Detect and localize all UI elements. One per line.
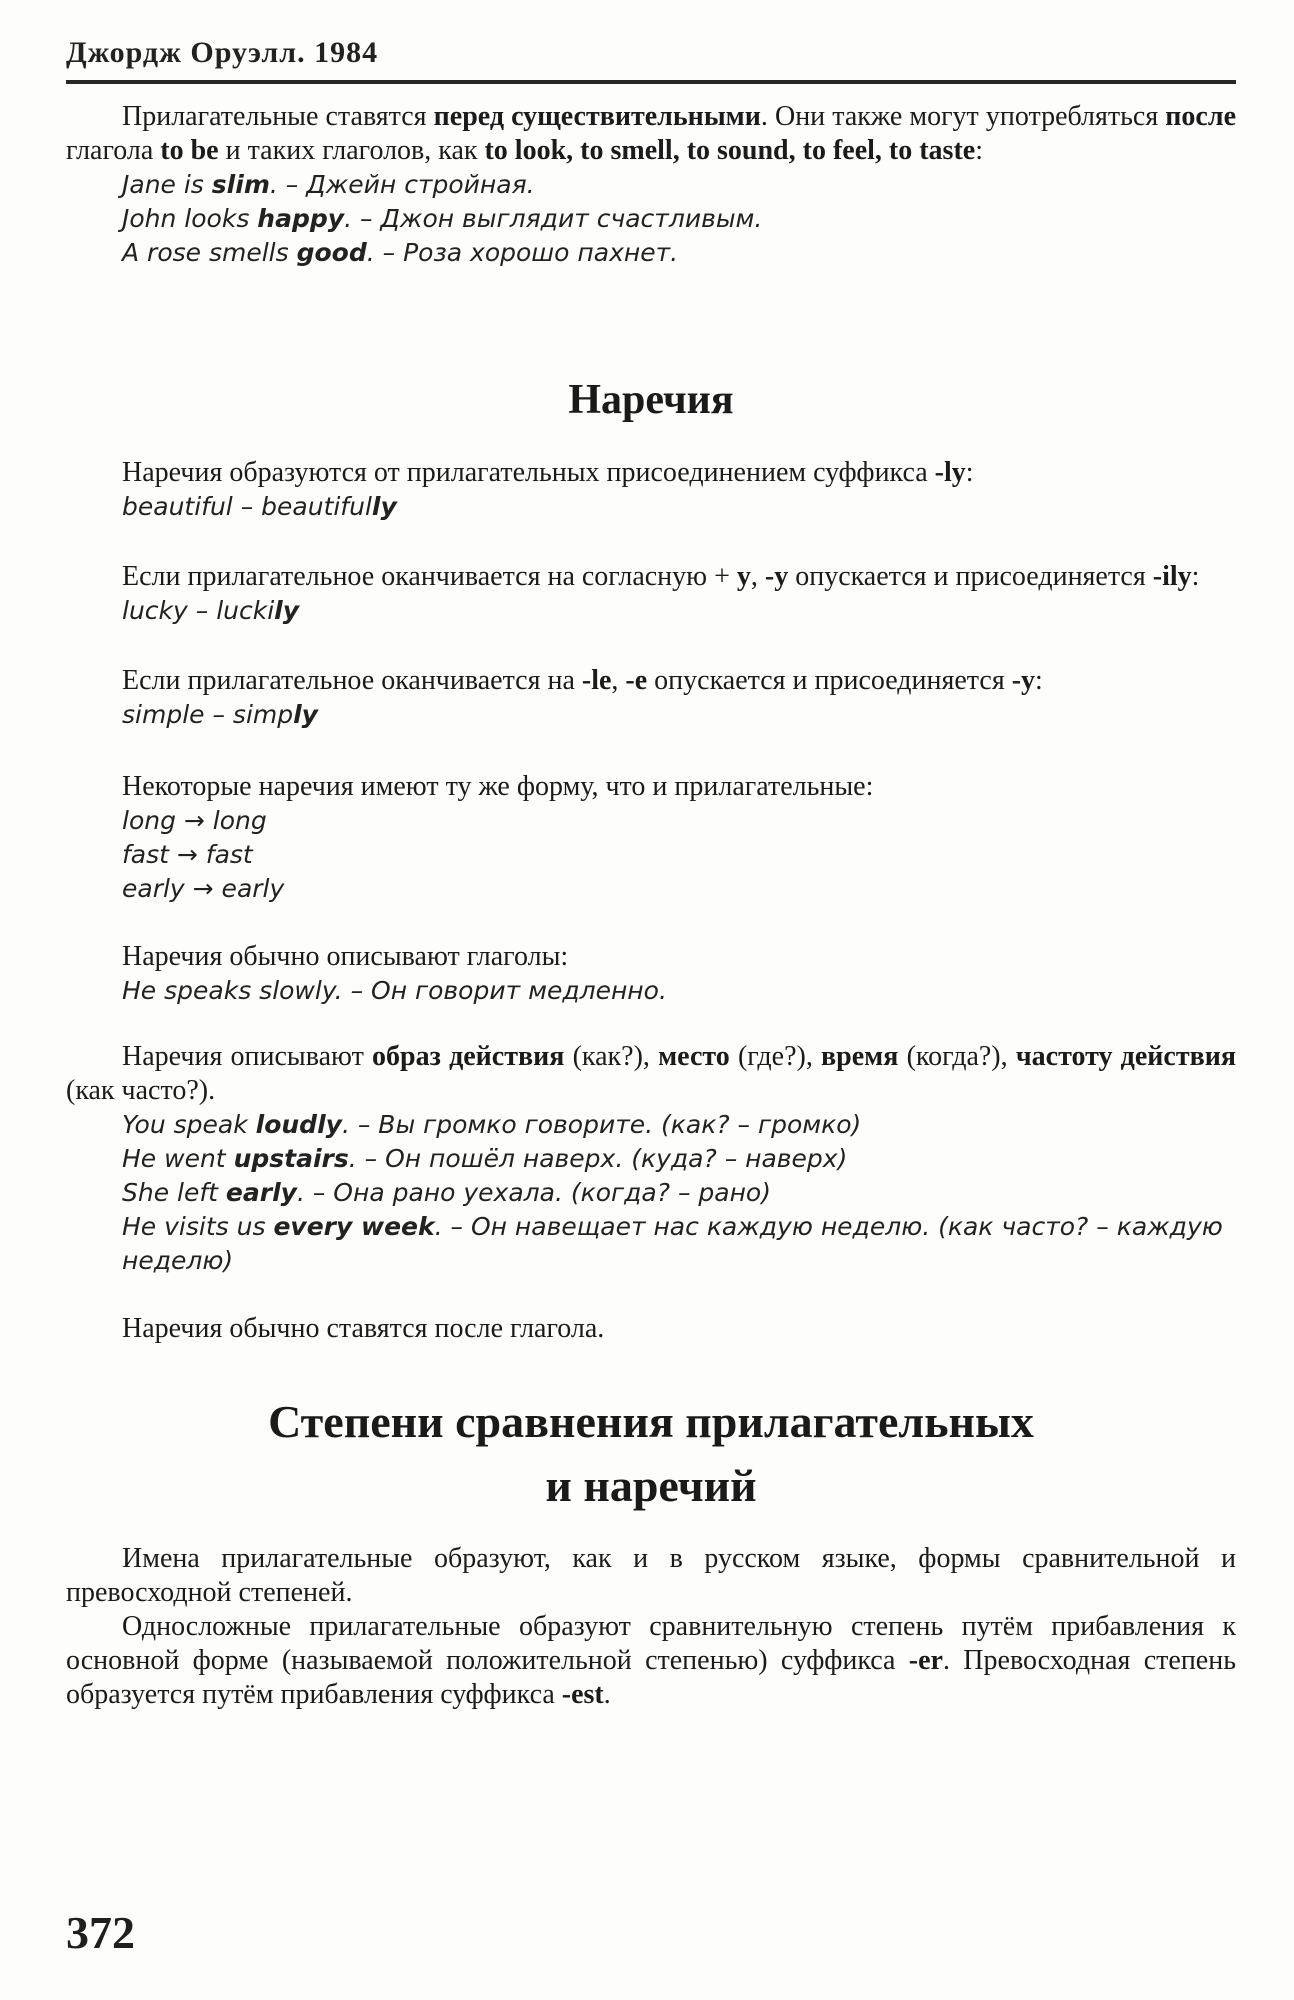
text-run: . – Роза хорошо пахнет. <box>366 238 679 267</box>
text-run: early <box>225 1178 297 1207</box>
example-simply <box>122 698 1236 732</box>
example-beautifully <box>122 490 1236 524</box>
example-long: long → long <box>122 806 267 835</box>
text-run: -y <box>1011 665 1036 696</box>
text-run: -le <box>581 665 612 696</box>
example-fast: fast → fast <box>122 840 253 869</box>
paragraph-after-verb: Наречия обычно ставятся после глагола. <box>122 1313 605 1344</box>
paragraph-adverb-types <box>66 1040 1236 1108</box>
paragraph-suffix-ily <box>66 560 1236 594</box>
text-run: upstairs <box>233 1144 349 1173</box>
text-run: You speak <box>122 1110 256 1139</box>
text-run: -est <box>561 1679 604 1710</box>
text-run: время <box>821 1041 899 1072</box>
text-run: (как часто?). <box>66 1075 216 1106</box>
example-every-week <box>122 1210 1236 1278</box>
text-run: -er <box>908 1645 943 1676</box>
text-run: Прилагательные ставятся <box>122 101 434 132</box>
example-rose-good <box>122 236 1236 270</box>
text-run: . – Джон выглядит счастливым. <box>344 204 763 233</box>
header-title: Джордж Оруэлл. 1984 <box>66 36 379 69</box>
text-run: частоту действия <box>1015 1041 1236 1072</box>
text-run: опускается и присоединяется <box>647 665 1012 696</box>
text-run: , <box>750 561 765 592</box>
example-left-early <box>122 1176 1236 1210</box>
text-run: (как?), <box>564 1041 659 1072</box>
text-run: slim <box>211 170 270 199</box>
text-run: John looks <box>122 204 258 233</box>
paragraph-same-form: Некоторые наречия имеют ту же форму, что и прилагательные: <box>122 771 874 802</box>
text-run: Если прилагательное оканчивается на согласную + <box>122 561 737 592</box>
example-john-happy <box>122 202 1236 236</box>
text-run: every week <box>273 1212 435 1241</box>
example-speaks-slowly: He speaks slowly. – Он говорит медленно. <box>122 976 667 1005</box>
text-run: Если прилагательное оканчивается на <box>122 665 582 696</box>
text-run: : <box>1191 561 1200 592</box>
example-luckily <box>122 594 1236 628</box>
example-upstairs <box>122 1142 1236 1176</box>
paragraph-suffix-ly <box>66 456 1236 490</box>
running-header <box>66 36 1236 84</box>
text-run: . Они также могут употребляться <box>760 101 1166 132</box>
header-rule <box>66 80 1236 84</box>
text-run: y <box>736 561 751 592</box>
text-run: . – Она рано уехала. (когда? – рано) <box>296 1178 771 1207</box>
text-run: (где?), <box>729 1041 822 1072</box>
text-run: после <box>1165 101 1236 132</box>
text-run: to be <box>160 135 219 166</box>
text-run: глагола <box>66 135 161 166</box>
text-run: beautiful – beautiful <box>122 492 372 521</box>
text-run: Jane is <box>122 170 212 199</box>
text-run: и таких глаголов, как <box>218 135 485 166</box>
section-heading-adverbs: Наречия <box>568 377 734 423</box>
text-run: . <box>603 1679 611 1710</box>
paragraph-adjective-position <box>66 100 1236 168</box>
text-run: -ly <box>934 457 966 488</box>
page-number: 372 <box>66 1907 135 1958</box>
text-run: . – Он пошёл наверх. (куда? – наверх) <box>348 1144 848 1173</box>
text-run: A rose smells <box>122 238 297 267</box>
example-early: early → early <box>122 874 285 903</box>
text-run: -e <box>625 665 648 696</box>
section-heading-degrees <box>66 1390 1236 1518</box>
text-run: образ действия <box>372 1041 565 1072</box>
text-run: to look, to smell, to sound, to feel, to taste <box>484 135 976 166</box>
example-loudly <box>122 1108 1236 1142</box>
example-jane-slim <box>122 168 1236 202</box>
text-run: . – Джейн стройная. <box>269 170 535 199</box>
paragraph-describe-verbs: Наречия обычно описывают глаголы: <box>122 941 569 972</box>
text-run: -y <box>764 561 789 592</box>
paragraph-suffix-le <box>66 664 1236 698</box>
text-run: (когда?), <box>898 1041 1016 1072</box>
heading-degrees-line1: Степени сравнения прилагательных <box>268 1396 1034 1447</box>
text-run: He went <box>122 1144 234 1173</box>
text-run: : <box>965 457 974 488</box>
text-run: ly <box>274 596 300 625</box>
text-run: : <box>1035 665 1043 696</box>
text-run: , <box>611 665 626 696</box>
paragraph-one-syllable <box>66 1610 1236 1712</box>
text-run: She left <box>122 1178 226 1207</box>
text-run: simple – simp <box>122 700 294 729</box>
text-run: loudly <box>255 1110 342 1139</box>
text-run: . Превосходная степень образуется путём прибавления суффикса <box>66 1645 1236 1710</box>
text-run: : <box>975 135 983 166</box>
text-run: опускается и присоединяется <box>788 561 1153 592</box>
text-run: ly <box>293 700 318 729</box>
text-run: перед существительными <box>433 101 761 132</box>
heading-degrees-line2: и наречий <box>545 1460 757 1511</box>
text-run: Односложные прилагательные образуют сравнительную степень путём прибавления к основной форме (называемой положительной степенью) суффикса <box>66 1611 1236 1676</box>
text-run: good <box>296 238 367 267</box>
text-run: He visits us <box>122 1212 274 1241</box>
text-run: -ily <box>1152 561 1192 592</box>
paragraph-degrees-intro: Имена прилагательные образуют, как и в русском языке, формы сравнительной и превосходной степеней. <box>66 1543 1236 1608</box>
text-run: ly <box>371 492 397 521</box>
text-run: Наречия образуются от прилагательных присоединением суффикса <box>122 457 935 488</box>
text-run: lucky – lucki <box>122 596 275 625</box>
text-run: . – Он навещает нас каждую неделю. (как часто? – каждую неделю) <box>122 1212 1223 1275</box>
text-run: Наречия описывают <box>122 1041 373 1072</box>
text-run: . – Вы громко говорите. (как? – громко) <box>341 1110 862 1139</box>
text-run: happy <box>257 204 345 233</box>
text-run: место <box>658 1041 730 1072</box>
